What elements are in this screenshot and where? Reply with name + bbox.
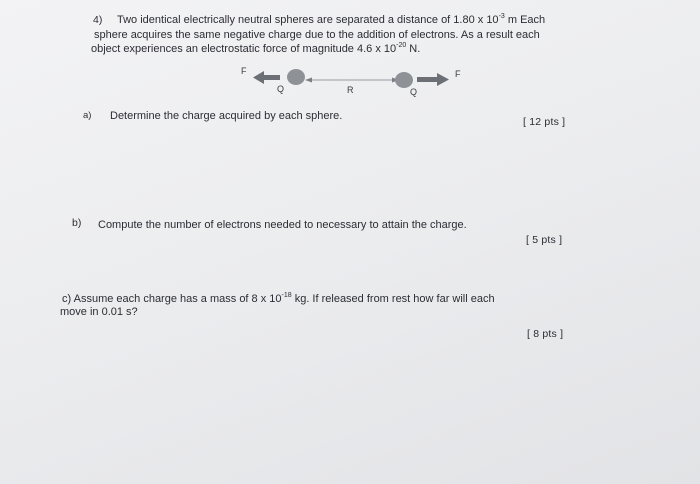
- distance-label: R: [347, 85, 354, 95]
- part-c-line-1-text: Assume each charge has a mass of 8 x 10: [73, 293, 282, 305]
- right-sphere: [395, 72, 413, 88]
- part-c-points: [ 8 pts ]: [527, 328, 564, 340]
- part-c-line-1: [62, 293, 495, 306]
- right-force-arrow: [417, 73, 449, 86]
- left-charge-label: Q: [277, 84, 285, 94]
- separation-arrow-left: [305, 78, 312, 83]
- part-a-points: [ 12 pts ]: [523, 116, 566, 128]
- left-force-arrow: [253, 71, 280, 84]
- left-sphere: [287, 69, 305, 85]
- problem-number: 4): [93, 14, 103, 26]
- problem-line-3-text: object experiences an electrostatic force of magnitude 4.6 x 10: [91, 43, 397, 55]
- problem-line-3-end: N.: [406, 43, 421, 55]
- part-c-label: c): [62, 293, 72, 305]
- mass-exponent: -18: [281, 292, 292, 299]
- part-b-label: b): [72, 217, 82, 229]
- part-b-question: Compute the number of electrons needed to necessary to attain the charge.: [98, 219, 467, 231]
- part-c-line-2: move in 0.01 s?: [60, 306, 138, 318]
- part-a-question: Determine the charge acquired by each sphere.: [110, 110, 343, 122]
- part-c-line-1-end: kg. If released from rest how far will each: [291, 293, 495, 305]
- problem-line-1-end: m Each: [504, 14, 546, 26]
- right-force-label: F: [455, 69, 461, 79]
- left-force-label: F: [241, 66, 247, 76]
- force-exponent: -20: [396, 42, 407, 49]
- problem-line-2: sphere acquires the same negative charge due to the addition of electrons. As a result each: [94, 29, 540, 41]
- part-b-points: [ 5 pts ]: [526, 234, 563, 246]
- problem-line-1-text: Two identical electrically neutral spheres are separated a distance of 1.80 x 10: [117, 14, 499, 26]
- right-charge-label: Q: [410, 87, 418, 97]
- part-a-label: a): [83, 110, 92, 121]
- distance-exponent: -3: [498, 13, 505, 20]
